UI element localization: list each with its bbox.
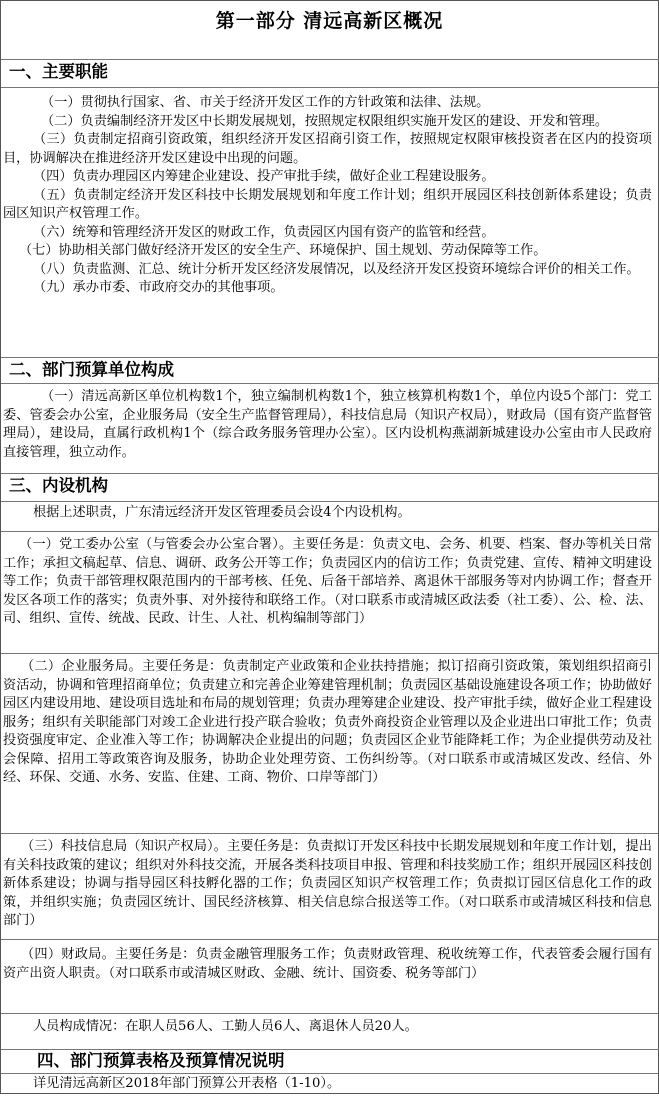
internal-units-intro-block <box>1 501 658 526</box>
function-item: （九）承办市委、市政府交办的其他事项。 <box>33 280 284 295</box>
staffing-text: 人员构成情况：在职人员56人、工勤人员6人、离退休人员20人。 <box>33 1019 418 1034</box>
function-item: （一）贯彻执行国家、省、市关于经济开发区工作的方针政策和法律、法规。 <box>41 95 490 110</box>
function-item: （七）协助相关部门做好经济开发区的安全生产、环境保护、国土规划、劳动保障等工作。 <box>19 243 547 258</box>
section-heading-budget-units: 二、部门预算单位构成 <box>1 357 659 382</box>
function-item: （六）统筹和管理经济开发区的财政工作，负责园区内国有资产的监管和经营。 <box>33 224 495 240</box>
unit-description: （四）财政局。主要任务是：负责金融管理服务工作；负责财政管理、税收统筹工作，代表管委会履行国有资产出资人职责。（对口联系市或清城区财政、金融、统计、国资委、税务等部门） <box>3 947 652 981</box>
function-item: （二）负责编制经济开发区中长期发展规划，按照规定权限组织实施开发区的建设、开发和管理。 <box>41 113 609 129</box>
internal-units-intro: 根据上述职责，广东清远经济开发区管理委员会设4个内设机构。 <box>33 505 411 520</box>
function-item: （八）负责监测、汇总、统计分析开发区经济发展情况，以及经济开发区投资环境综合评价的相关工作。 <box>33 261 640 277</box>
unit-description: （二）企业服务局。主要任务是：负责制定产业政策和企业扶持措施；拟订招商引资政策，策划组织招商引资活动，协调和管理招商单位；负责建立和完善企业筹建管理机制；负责园区基础设施建设各项工作；协助做好园区内建设用地、建设项目选址和布局的规划管理；负责办理筹建企业建设、投产审批手续，做好企业工程建设服务；组织有关职能部门对竣工企业进行投产联合验收；负责外商投资企业管理以及企业进出口审批工作；负责投资强度审定、企业准入等工作；协调解决企业提出的问题；负责园区企业节能降耗工作；为企业提供劳动及社会保障、招用工等政策咨询及服务，协助企业处理劳资、工伤纠纷等。（对口联系市或清城区发改、经信、外经、环保、交通、水务、安监、住建、工商、物价、口岸等部门） <box>3 659 652 785</box>
unit-block <box>1 653 658 830</box>
unit-block <box>1 531 658 654</box>
staffing-block <box>1 1013 658 1042</box>
section-heading-functions: 一、主要职能 <box>1 59 659 84</box>
function-item: （五）负责制定经济开发区科技中长期发展规划和年度工作计划；组织开展园区科技创新体系建设；负责园区知识产权管理工作。 <box>3 187 652 221</box>
section-heading-internal-units: 三、内设机构 <box>1 473 659 498</box>
budget-units-block <box>1 383 658 476</box>
unit-block <box>1 939 658 1016</box>
section-heading-budget-tables: 四、部门预算表格及预算情况说明 <box>1 1049 659 1074</box>
budget-units-text: （一）清远高新区单位机构数1个，独立编制机构数1个，独立核算机构数1个，单位内设5个部门：党工委、管委会办公室，企业服务局（安全生产监督管理局），科技信息局（知识产权局），财政局（国有资产监督管理局），建设局，直属行政机构1个（综合政务服务管理办公室）。区内设机构燕湖新城建设办公室由市人民政府直接管理，独立动作。 <box>3 389 652 460</box>
page-title: 第一部分 清远高新区概况 <box>215 10 444 32</box>
unit-description: （三）科技信息局（知识产权局）。主要任务是：负责拟订开发区科技中长期发展规划和年度工作计划，提出有关科技政策的建议；组织对外科技交流，开展各类科技项目申报、管理和科技奖励工作；组织开展园区科技创新体系建设；协调与指导园区科技孵化器的工作；负责园区知识产权管理工作；负责拟订园区信息化工作的政策，并组织实施；负责园区统计、国民经济核算、相关信息综合报送等工作。（对口联系市或清城区科技和信息部门） <box>3 839 652 928</box>
function-item: （三）负责制定招商引资政策，组织经济开发区招商引资工作，按照规定权限审核投资者在区内的投资项目，协调解决在推进经济开发区建设中出现的问题。 <box>3 132 652 166</box>
unit-block <box>1 833 658 938</box>
budget-tables-block <box>1 1073 658 1097</box>
budget-tables-text: 详见清远高新区2018年部门预算公开表格（1-10）。 <box>33 1076 341 1091</box>
function-item: （四）负责办理园区内筹建企业建设、投产审批手续，做好企业工程建设服务。 <box>33 169 495 184</box>
functions-list <box>1 87 658 360</box>
unit-description: （一）党工委办公室（与管委会办公室合署）。主要任务是：负责文电、会务、机要、档案、督办等机关日常工作；承担文稿起草、信息、调研、政务公开等工作；负责园区内的信访工作；负责党建、宣传、精神文明建设等工作；负责干部管理权限范围内的干部考核、任免、后备干部培养、离退休干部服务等对内协调工作；督查开发区各项工作的落实；负责外事、对外接待和联络工作。（对口联系市或清城区政法委（社工委）、公、检、法、司、组织、宣传、统战、民政、计生、人社、机构编制等部门） <box>3 537 652 626</box>
